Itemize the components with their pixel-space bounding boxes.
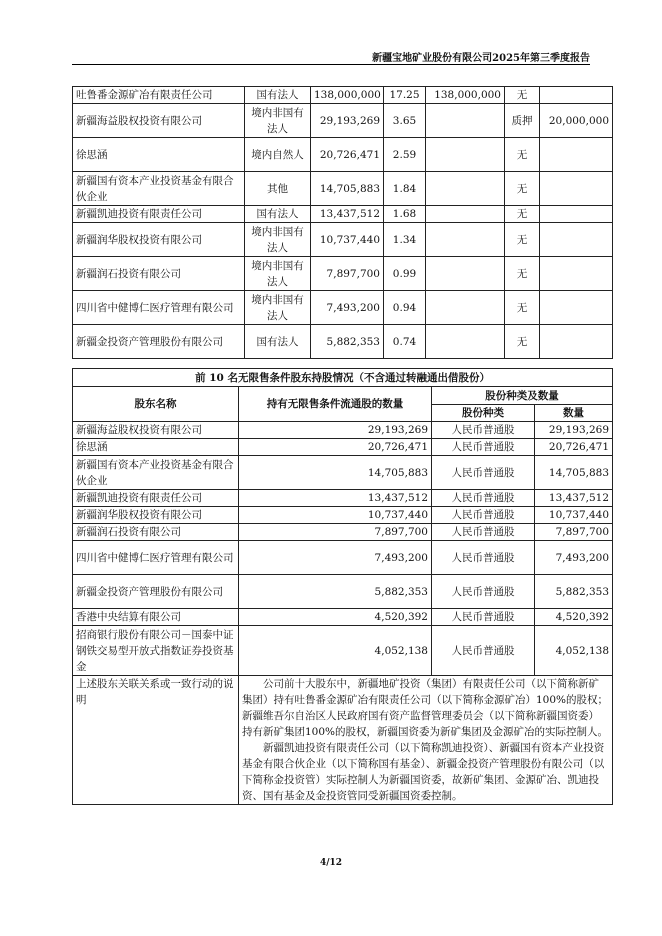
holder-restricted bbox=[426, 223, 505, 257]
holder-pledge-qty bbox=[540, 325, 613, 359]
unrestricted-qty: 7,897,700 bbox=[239, 524, 432, 541]
unrestricted-qty: 29,193,269 bbox=[239, 422, 432, 439]
unrestricted-qty: 10,737,440 bbox=[239, 507, 432, 524]
unrestricted-amount: 13,437,512 bbox=[535, 490, 613, 507]
holder-pledge-status: 无 bbox=[505, 172, 540, 206]
holder-pledge-status: 无 bbox=[505, 291, 540, 325]
table-row bbox=[73, 138, 613, 172]
holder-restricted bbox=[426, 257, 505, 291]
holder-name: 新疆金投资产管理股份有限公司 bbox=[73, 325, 245, 359]
table-row bbox=[73, 291, 613, 325]
holder-pct: 2.59 bbox=[384, 138, 426, 172]
holder-shares: 29,193,269 bbox=[311, 104, 384, 138]
unrestricted-type: 人民币普通股 bbox=[432, 626, 535, 676]
unrestricted-type: 人民币普通股 bbox=[432, 575, 535, 609]
holder-shares: 14,705,883 bbox=[311, 172, 384, 206]
page-number: 4/12 bbox=[319, 858, 343, 868]
holder-shares: 7,897,700 bbox=[311, 257, 384, 291]
table-row bbox=[73, 626, 613, 676]
holder-pct: 0.74 bbox=[384, 325, 426, 359]
holder-shares: 13,437,512 bbox=[311, 206, 384, 223]
col-header-type-group: 股份种类及数量 bbox=[432, 387, 613, 405]
table-row bbox=[73, 575, 613, 609]
holder-restricted bbox=[426, 325, 505, 359]
holder-name: 四川省中健博仁医疗管理有限公司 bbox=[73, 291, 245, 325]
col-header-name: 股东名称 bbox=[73, 387, 239, 422]
unrestricted-qty: 4,052,138 bbox=[239, 626, 432, 676]
holder-pledge-status: 无 bbox=[505, 138, 540, 172]
holder-pledge-qty bbox=[540, 257, 613, 291]
holder-shares: 20,726,471 bbox=[311, 138, 384, 172]
unrestricted-type: 人民币普通股 bbox=[432, 490, 535, 507]
unrestricted-amount: 14,705,883 bbox=[535, 456, 613, 490]
table-row bbox=[73, 507, 613, 524]
unrestricted-qty: 14,705,883 bbox=[239, 456, 432, 490]
unrestricted-qty: 20,726,471 bbox=[239, 439, 432, 456]
unrestricted-name: 新疆润华股权投资有限公司 bbox=[73, 507, 239, 524]
holder-restricted bbox=[426, 172, 505, 206]
col-header-amount: 数量 bbox=[535, 405, 613, 422]
holder-pledge-status: 无 bbox=[505, 257, 540, 291]
holder-pledge-qty: 20,000,000 bbox=[540, 104, 613, 138]
unrestricted-name: 四川省中健博仁医疗管理有限公司 bbox=[73, 541, 239, 575]
unrestricted-amount: 10,737,440 bbox=[535, 507, 613, 524]
table-row bbox=[73, 439, 613, 456]
unrestricted-qty: 4,520,392 bbox=[239, 609, 432, 626]
holder-restricted bbox=[426, 291, 505, 325]
holder-name: 新疆海益股权投资有限公司 bbox=[73, 104, 245, 138]
unrestricted-type: 人民币普通股 bbox=[432, 541, 535, 575]
holder-pledge-status: 质押 bbox=[505, 104, 540, 138]
relation-paragraph-1: 公司前十大股东中，新疆地矿投资（集团）有限责任公司（以下简称新矿集团）持有吐鲁番金源矿冶有限责任公司（以下简称金源矿冶）100%的股权；新疆维吾尔自治区人民政府国有资产监督管理委员会（以下简称新疆国资委）持有新矿集团100%的股权，新疆国资委为新矿集团及金源矿冶的实际控制人。 bbox=[242, 678, 609, 738]
relation-paragraph-2: 新疆凯迪投资有限责任公司（以下简称凯迪投资）、新疆国有资本产业投资基金有限合伙企业（以下简称国有基金）、新疆金投资产管理股份有限公司（以下简称金投资管）实际控制人为新疆国资委，故新矿集团、金源矿冶、凯迪投资、国有基金及金投资管同受新疆国资委控制。 bbox=[242, 742, 605, 802]
unrestricted-qty: 7,493,200 bbox=[239, 541, 432, 575]
holder-nature: 其他 bbox=[245, 172, 311, 206]
unrestricted-holders-table bbox=[72, 368, 613, 805]
holder-pledge-qty bbox=[540, 291, 613, 325]
unrestricted-type: 人民币普通股 bbox=[432, 524, 535, 541]
unrestricted-amount: 4,520,392 bbox=[535, 609, 613, 626]
unrestricted-name: 招商银行股份有限公司－国泰中证钢铁交易型开放式指数证券投资基金 bbox=[73, 626, 239, 676]
table-row bbox=[73, 257, 613, 291]
table-row bbox=[73, 87, 613, 104]
unrestricted-qty: 5,882,353 bbox=[239, 575, 432, 609]
table-row bbox=[73, 422, 613, 439]
unrestricted-qty: 13,437,512 bbox=[239, 490, 432, 507]
holder-name: 徐思涵 bbox=[73, 138, 245, 172]
unrestricted-amount: 20,726,471 bbox=[535, 439, 613, 456]
holder-name: 新疆凯迪投资有限责任公司 bbox=[73, 206, 245, 223]
unrestricted-type: 人民币普通股 bbox=[432, 609, 535, 626]
unrestricted-name: 香港中央结算有限公司 bbox=[73, 609, 239, 626]
holder-shares: 7,493,200 bbox=[311, 291, 384, 325]
unrestricted-amount: 4,052,138 bbox=[535, 626, 613, 676]
table-row bbox=[73, 609, 613, 626]
holder-nature: 国有法人 bbox=[245, 206, 311, 223]
holder-name: 新疆润华股权投资有限公司 bbox=[73, 223, 245, 257]
unrestricted-name: 新疆润石投资有限公司 bbox=[73, 524, 239, 541]
table-row bbox=[73, 541, 613, 575]
holder-nature: 境内非国有法人 bbox=[245, 257, 311, 291]
table-row bbox=[73, 206, 613, 223]
unrestricted-name: 新疆金投资产管理股份有限公司 bbox=[73, 575, 239, 609]
unrestricted-type: 人民币普通股 bbox=[432, 456, 535, 490]
holder-nature: 境内非国有法人 bbox=[245, 291, 311, 325]
holder-pledge-status: 无 bbox=[505, 223, 540, 257]
holder-shares: 138,000,000 bbox=[311, 87, 384, 104]
table-row bbox=[73, 325, 613, 359]
holder-pct: 1.84 bbox=[384, 172, 426, 206]
unrestricted-amount: 5,882,353 bbox=[535, 575, 613, 609]
holder-nature: 境内自然人 bbox=[245, 138, 311, 172]
unrestricted-type: 人民币普通股 bbox=[432, 507, 535, 524]
unrestricted-type: 人民币普通股 bbox=[432, 422, 535, 439]
holder-name: 吐鲁番金源矿冶有限责任公司 bbox=[73, 87, 245, 104]
holder-pledge-status: 无 bbox=[505, 87, 540, 104]
holder-pledge-qty bbox=[540, 172, 613, 206]
holder-pledge-qty bbox=[540, 87, 613, 104]
holder-restricted: 138,000,000 bbox=[426, 87, 505, 104]
relation-label: 上述股东关联关系或一致行动的说明 bbox=[73, 676, 239, 805]
unrestricted-amount: 7,493,200 bbox=[535, 541, 613, 575]
holder-name: 新疆国有资本产业投资基金有限合伙企业 bbox=[73, 172, 245, 206]
unrestricted-name: 新疆海益股权投资有限公司 bbox=[73, 422, 239, 439]
holder-pct: 3.65 bbox=[384, 104, 426, 138]
holder-pledge-qty bbox=[540, 206, 613, 223]
top-holders-table bbox=[72, 86, 613, 359]
page-header: 新疆宝地矿业股份有限公司2025年第三季度报告 bbox=[372, 53, 590, 64]
relation-note bbox=[239, 676, 613, 805]
holder-pledge-status: 无 bbox=[505, 325, 540, 359]
col-header-qty: 持有无限售条件流通股的数量 bbox=[239, 387, 432, 422]
unrestricted-type: 人民币普通股 bbox=[432, 439, 535, 456]
unrestricted-name: 徐思涵 bbox=[73, 439, 239, 456]
col-header-type: 股份种类 bbox=[432, 405, 535, 422]
unrestricted-name: 新疆国有资本产业投资基金有限合伙企业 bbox=[73, 456, 239, 490]
holder-restricted bbox=[426, 206, 505, 223]
holder-pct: 1.68 bbox=[384, 206, 426, 223]
holder-pct: 17.25 bbox=[384, 87, 426, 104]
holder-restricted bbox=[426, 104, 505, 138]
holder-pct: 0.94 bbox=[384, 291, 426, 325]
table-row bbox=[73, 104, 613, 138]
table-row bbox=[73, 524, 613, 541]
header-rule bbox=[72, 64, 590, 65]
holder-pledge-status: 无 bbox=[505, 206, 540, 223]
holder-shares: 10,737,440 bbox=[311, 223, 384, 257]
holder-nature: 境内非国有法人 bbox=[245, 223, 311, 257]
holder-restricted bbox=[426, 138, 505, 172]
unrestricted-amount: 29,193,269 bbox=[535, 422, 613, 439]
unrestricted-amount: 7,897,700 bbox=[535, 524, 613, 541]
holder-pledge-qty bbox=[540, 138, 613, 172]
holder-name: 新疆润石投资有限公司 bbox=[73, 257, 245, 291]
table-row bbox=[73, 223, 613, 257]
holder-shares: 5,882,353 bbox=[311, 325, 384, 359]
table-row bbox=[73, 172, 613, 206]
table-row bbox=[73, 456, 613, 490]
holder-pct: 0.99 bbox=[384, 257, 426, 291]
holder-nature: 国有法人 bbox=[245, 87, 311, 104]
holder-pct: 1.34 bbox=[384, 223, 426, 257]
unrestricted-name: 新疆凯迪投资有限责任公司 bbox=[73, 490, 239, 507]
table-row bbox=[73, 490, 613, 507]
holder-pledge-qty bbox=[540, 223, 613, 257]
section-title: 前 10 名无限售条件股东持股情况（不含通过转融通出借股份） bbox=[73, 369, 613, 387]
holder-nature: 境内非国有法人 bbox=[245, 104, 311, 138]
holder-nature: 国有法人 bbox=[245, 325, 311, 359]
